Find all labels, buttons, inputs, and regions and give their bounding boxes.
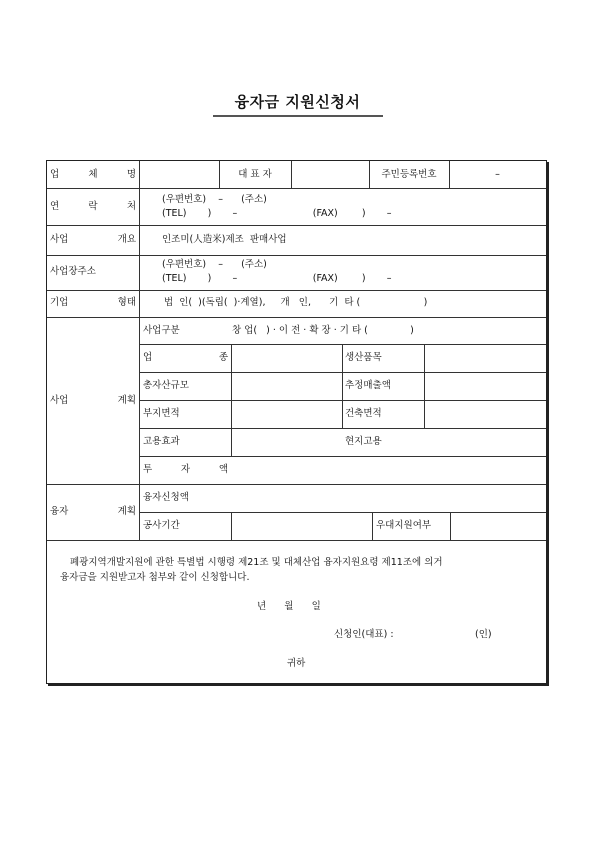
- col-divider: [424, 344, 425, 428]
- total-assets-label: 총자산규모: [143, 380, 189, 391]
- construction-period-label: 공사기간: [143, 520, 180, 531]
- addressee: 귀하: [287, 658, 306, 669]
- declaration-line-1: 폐광지역개발지원에 관한 특별법 시행령 제21조 및 대체산업 융자지원요령 제11조에 의거: [70, 557, 443, 568]
- row-divider: [47, 317, 546, 318]
- row-divider: [47, 290, 546, 291]
- industry-label: 업 종: [143, 352, 228, 363]
- col-divider: [342, 344, 343, 428]
- representative-label: 대 표 자: [238, 169, 272, 180]
- col-divider: [231, 512, 232, 540]
- investment-amount-label: 투 자 액: [143, 464, 228, 475]
- col-divider: [372, 512, 373, 540]
- rrn-label: 주민등록번호: [381, 169, 437, 180]
- estimated-sales-label: 추정매출액: [345, 380, 391, 391]
- contact-label: 연 락 처: [50, 201, 136, 212]
- row-divider: [47, 255, 546, 256]
- preferential-support-label: 우대지원여부: [376, 520, 432, 531]
- frame-shadow-bottom: [48, 684, 549, 686]
- company-type-label: 기업 형태: [50, 297, 136, 308]
- business-plan-label: 사업 계획: [50, 395, 136, 406]
- rrn-value[interactable]: –: [495, 169, 500, 180]
- row-divider: [47, 225, 546, 226]
- loan-plan-label: 융자 계획: [50, 506, 136, 517]
- product-label: 생산품목: [345, 352, 382, 363]
- business-address-label: 사업장주소: [50, 266, 96, 277]
- form-title: 융자금 지원신청서: [234, 93, 361, 111]
- row-divider: [140, 400, 546, 401]
- title-underline: [213, 115, 383, 117]
- row-divider: [140, 428, 546, 429]
- employment-effect-label: 고용효과: [143, 436, 180, 447]
- col-divider: [139, 161, 140, 540]
- applicant-signature[interactable]: 신청인(대표) : (인): [334, 629, 492, 640]
- loan-amount-label: 융자신청액: [143, 492, 189, 503]
- frame-shadow-right: [547, 162, 549, 686]
- business-division-options[interactable]: 창 업( ) · 이 전 · 확 장 · 기 타 ( ): [232, 325, 414, 336]
- company-type-options[interactable]: 법 인( )(독립( )·계열), 개 인, 기 타 ( ): [164, 297, 428, 308]
- row-divider: [47, 540, 546, 541]
- row-divider: [47, 188, 546, 189]
- business-overview-label: 사업 개요: [50, 234, 136, 245]
- row-divider: [47, 484, 546, 485]
- business-overview-value[interactable]: 인조미(人造米)제조 판매사업: [162, 234, 287, 245]
- col-divider: [231, 344, 232, 456]
- address-postal-line[interactable]: (우편번호) – (주소): [162, 259, 267, 270]
- company-name-label: 업 체 명: [50, 169, 136, 180]
- row-divider: [140, 456, 546, 457]
- row-divider: [140, 512, 546, 513]
- building-area-label: 건축면적: [345, 408, 382, 419]
- col-divider: [291, 161, 292, 188]
- application-date[interactable]: 년 월 일: [257, 601, 321, 612]
- row-divider: [140, 344, 546, 345]
- declaration-line-2: 융자금을 지원받고자 첨부와 같이 신청합니다.: [60, 572, 250, 583]
- address-phone-line[interactable]: (TEL) ) – (FAX) ) –: [162, 273, 392, 284]
- col-divider: [450, 512, 451, 540]
- business-division-label: 사업구분: [143, 325, 180, 336]
- row-divider: [140, 372, 546, 373]
- contact-postal-line[interactable]: (우편번호) – (주소): [162, 194, 267, 205]
- local-hire-label: 현지고용: [345, 436, 382, 447]
- contact-phone-line[interactable]: (TEL) ) – (FAX) ) –: [162, 208, 392, 219]
- land-area-label: 부지면적: [143, 408, 180, 419]
